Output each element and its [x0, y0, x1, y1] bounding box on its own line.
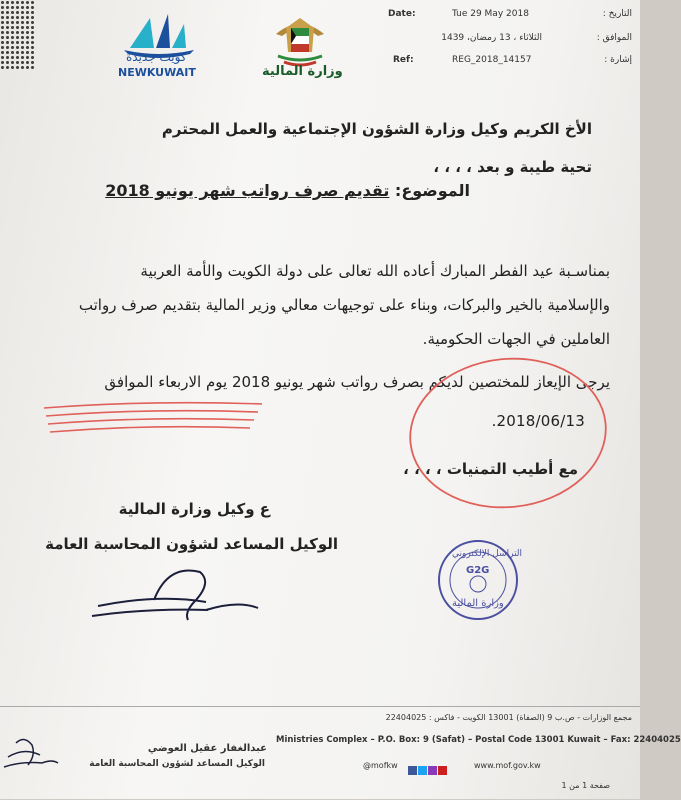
- website-link[interactable]: www.mof.gov.kw: [474, 761, 541, 770]
- hijri-date-value: الثلاثاء ، 13 رمضان، 1439: [441, 33, 542, 43]
- addressee: الأخ الكريم وكيل وزارة الشؤون الإجتماعية والعمل المحترم: [161, 120, 592, 138]
- facebook-icon: [408, 766, 417, 775]
- youtube-icon: [438, 766, 447, 775]
- date-label: Date:: [388, 9, 416, 19]
- paragraph-2-line-1: يرجى الإيعاز للمختصين لديكم بصرف رواتب شهر يونيو 2018 يوم الاربعاء الموافق: [104, 373, 610, 391]
- date-label-ar: التاريخ :: [602, 9, 632, 19]
- footer-signer-name: عبدالغفار عقيل العوضي: [147, 743, 267, 754]
- footer-signature: [2, 733, 60, 773]
- date-value: Tue 29 May 2018: [452, 9, 529, 19]
- hijri-label-ar: الموافق :: [596, 33, 632, 43]
- footer-address-en: Ministries Complex – P.O. Box: 9 (Safat) – Postal Code 13001 Kuwait – Fax: 22404025: [276, 735, 681, 745]
- paragraph-1-line-1: بمناسـبة عيد الفطر المبارك أعاده الله تعالى على دولة الكويت والأمة العربية: [140, 262, 610, 280]
- ref-label: Ref:: [393, 55, 414, 65]
- paragraph-2-line-2: 2018/06/13.: [491, 412, 585, 430]
- letter-footer: [0, 706, 681, 800]
- footer-signer-title: الوكيل المساعد لشؤون المحاسبة العامة: [89, 759, 265, 769]
- subject-label: الموضوع:: [394, 181, 470, 200]
- ref-value: REG_2018_14157: [452, 55, 532, 65]
- twitter-icon: [418, 766, 427, 775]
- ministry-logo-text: وزارة المالية: [262, 64, 343, 79]
- handwritten-signature: [88, 560, 268, 630]
- stamp-bottom-text: وزارة المالية: [452, 598, 504, 609]
- signer-line-1: ع وكيل وزارة المالية: [118, 500, 270, 518]
- social-handle[interactable]: @mofkw: [363, 761, 398, 770]
- ref-label-ar: إشارة :: [604, 55, 632, 65]
- page-number: صفحة 1 من 1: [561, 781, 610, 790]
- footer-address-ar: مجمع الوزارات - ص.ب 9 (الصفاة) 13001 الكويت - فاكس : 22404025: [385, 713, 632, 722]
- greeting: تحية طيبة و بعد ، ، ، ،: [433, 158, 592, 176]
- newkuwait-arabic: كويت جديدة: [126, 50, 187, 64]
- signer-line-2: الوكيل المساعد لشؤون المحاسبة العامة: [45, 535, 338, 553]
- social-icons: [408, 760, 447, 779]
- instagram-icon: [428, 766, 437, 775]
- closing: مع أطيب التمنيات ، ، ، ،: [403, 460, 578, 478]
- paragraph-1-line-2: والإسلامية بالخير والبركات، وبناء على توجيهات معالي وزير المالية بتقديم صرف رواتب: [78, 296, 610, 314]
- subject-text: تقديم صرف رواتب شهر يونيو 2018: [105, 181, 390, 200]
- newkuwait-label: NEWKUWAIT: [118, 66, 196, 79]
- paragraph-1-line-3: العاملين في الجهات الحكومية.: [422, 330, 610, 348]
- stamp-top-text: التراسل الإلكتروني: [452, 549, 523, 559]
- stamp-center-text: G2G: [466, 565, 490, 576]
